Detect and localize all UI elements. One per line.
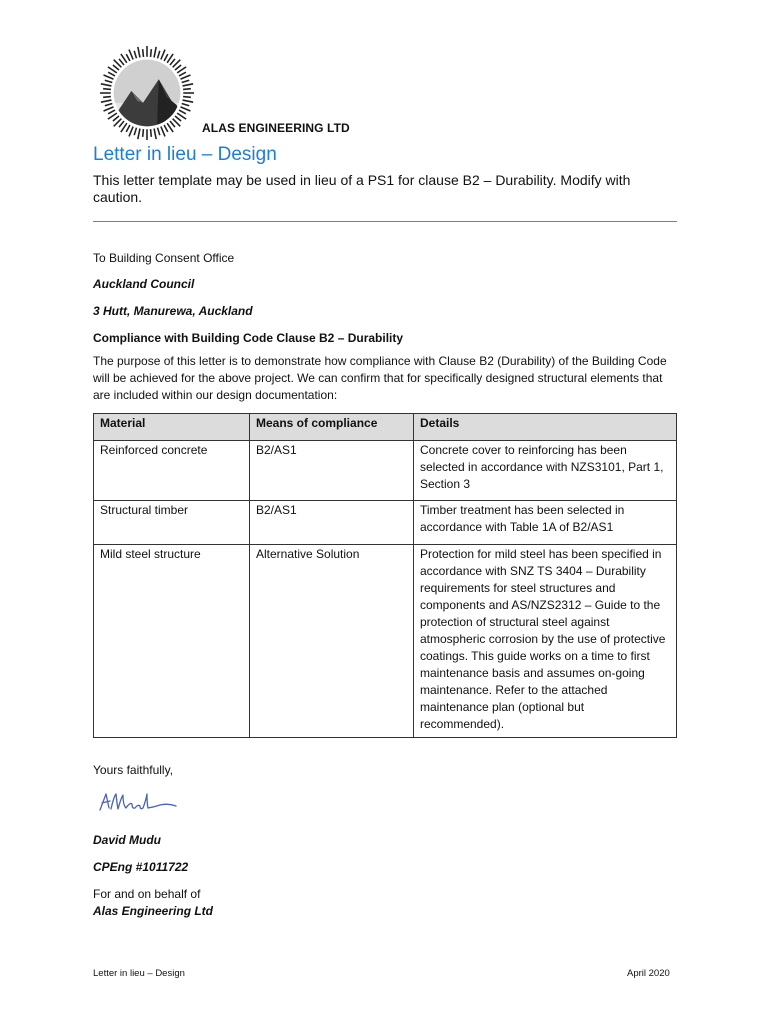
cell-details: Protection for mild steel has been specified in accordance with SNZ TS 3404 – Durability requirements for steel structures and components and AS/NZS2312 – Guide to the protection of structural steel against atmospheric corrosion by the use of protective coatings. This guide works on a time to first maintenance basis and assumes on-going maintenance. Refer to the attached maintenance plan (optional but recommended). bbox=[414, 545, 677, 738]
cell-details: Concrete cover to reinforcing has been selected in accordance with NZS3101, Part 1, Section 3 bbox=[414, 441, 677, 501]
cell-means: Alternative Solution bbox=[250, 545, 414, 738]
compliance-table bbox=[93, 413, 677, 738]
section-heading: Compliance with Building Code Clause B2 – Durability bbox=[93, 331, 404, 345]
signatory-credential: CPEng #1011722 bbox=[93, 860, 189, 874]
cell-means: B2/AS1 bbox=[250, 441, 414, 501]
cell-material: Mild steel structure bbox=[94, 545, 250, 738]
footer-date: April 2020 bbox=[627, 968, 670, 979]
salutation: Yours faithfully, bbox=[93, 763, 174, 777]
recipient-council: Auckland Council bbox=[93, 277, 195, 291]
cell-details: Timber treatment has been selected in accordance with Table 1A of B2/AS1 bbox=[414, 501, 677, 545]
table-row bbox=[94, 441, 677, 501]
handwritten-signature-icon bbox=[96, 790, 180, 814]
header-means: Means of compliance bbox=[250, 414, 414, 441]
cell-material: Structural timber bbox=[94, 501, 250, 545]
document-title: Letter in lieu – Design bbox=[93, 144, 277, 165]
header-details: Details bbox=[414, 414, 677, 441]
table-row bbox=[94, 545, 677, 738]
signatory-company: Alas Engineering Ltd bbox=[93, 904, 214, 918]
recipient-to: To Building Consent Office bbox=[93, 251, 235, 265]
mountain-sunburst-logo-icon bbox=[98, 44, 196, 142]
table-row bbox=[94, 501, 677, 545]
cell-material: Reinforced concrete bbox=[94, 441, 250, 501]
signatory-name: David Mudu bbox=[93, 833, 161, 847]
intro-paragraph: The purpose of this letter is to demonstrate how compliance with Clause B2 (Durability) of the Building Code will be achieved for the above project. We can confirm that for specifically designed structural elements that are included within our design documentation: bbox=[93, 354, 667, 402]
footer-left: Letter in lieu – Design bbox=[93, 968, 185, 979]
recipient-address: 3 Hutt, Manurewa, Auckland bbox=[93, 304, 253, 318]
table-header-row bbox=[94, 414, 677, 441]
document-subtitle: This letter template may be used in lieu of a PS1 for clause B2 – Durability. Modify with caution. bbox=[93, 172, 631, 205]
cell-means: B2/AS1 bbox=[250, 501, 414, 545]
on-behalf-label: For and on behalf of bbox=[93, 887, 201, 901]
divider bbox=[93, 221, 677, 222]
header-material: Material bbox=[94, 414, 250, 441]
company-name: ALAS ENGINEERING LTD bbox=[202, 121, 350, 135]
